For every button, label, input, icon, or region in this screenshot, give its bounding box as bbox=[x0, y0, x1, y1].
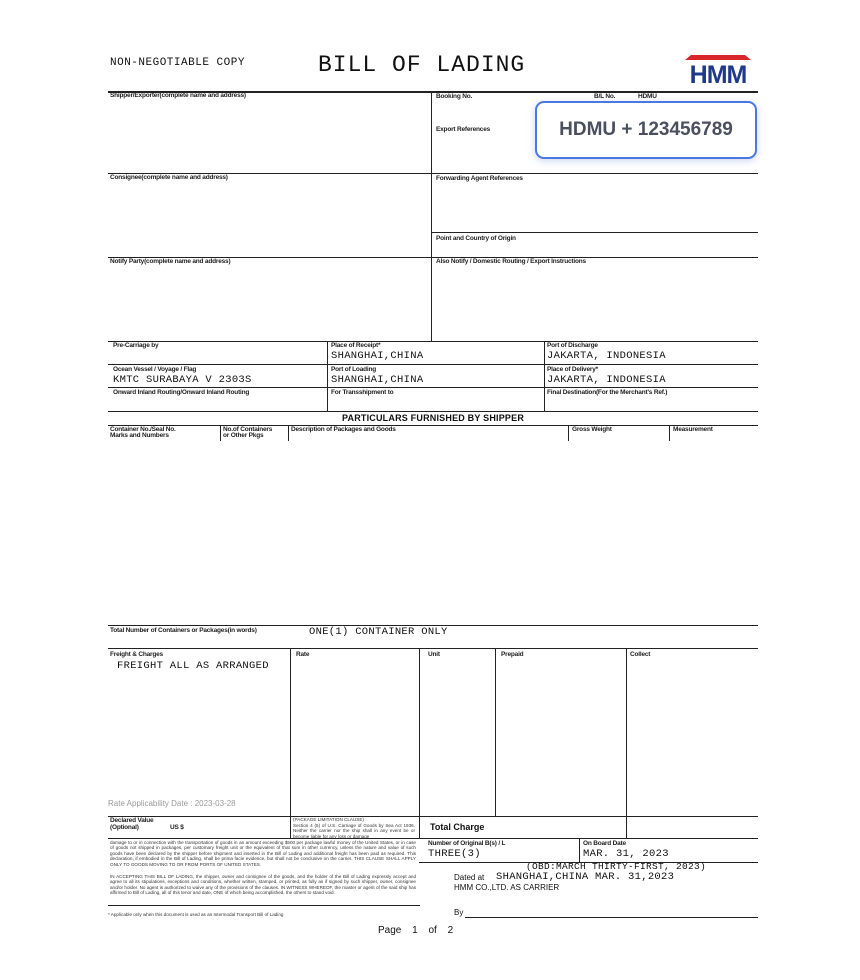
ocean-vessel-value: KMTC SURABAYA V 2303S bbox=[113, 374, 252, 386]
collect-label: Collect bbox=[630, 651, 651, 658]
description-label: Description of Packages and Goods bbox=[291, 426, 396, 433]
carrier-name: HMM CO.,LTD. AS CARRIER bbox=[454, 883, 560, 892]
dated-at-label: Dated at bbox=[454, 873, 485, 882]
hmm-logo-graphic bbox=[681, 54, 755, 86]
no-containers-label: No.of Containers bbox=[223, 426, 273, 433]
on-board-date-label: On Board Date bbox=[583, 840, 626, 847]
measurement-label: Measurement bbox=[673, 426, 713, 433]
final-destination-label: Final Destination(For the Merchant's Ref.) bbox=[547, 389, 668, 396]
hmm-logo bbox=[681, 54, 755, 86]
optional-label: (Optional) bbox=[110, 824, 139, 831]
transshipment-label: For Transshipment to bbox=[331, 389, 394, 396]
prepaid-label: Prepaid bbox=[501, 651, 524, 658]
liability-clause: damage to or in connection with the transportation of goods in an amount exceeding $500 per package lawful money of the United States, or in case of goods not shipped in packages, per customary freight unit or the equivalent of that sum in other currency, unless the nature and value of such goods have been declared by the shipper before shipment and inserted in the Bill of Lading and additional freight has been paid as required. This declaration, if embodied in the Bill of Lading, shall be prima facie evidence, but shall not be conclusive on the carrier. THIS CLAUSE SHALL APPLY ONLY TO GOODS MOVING TO OR FROM PORTS OF UNITED STATES. bbox=[110, 840, 416, 867]
gross-weight-label: Gross Weight bbox=[572, 426, 612, 433]
export-references-label: Export References bbox=[436, 126, 491, 133]
port-of-loading-value: SHANGHAI,CHINA bbox=[331, 374, 424, 386]
bl-no-value: HDMU bbox=[638, 93, 657, 100]
pagination bbox=[378, 925, 453, 936]
ocean-vessel-label: Ocean Vessel / Voyage / Flag bbox=[113, 366, 197, 373]
also-notify-label: Also Notify / Domestic Routing / Export Instructions bbox=[436, 258, 586, 265]
declared-value-label: Declared Value bbox=[110, 817, 154, 824]
freight-charges-label: Freight & Charges bbox=[110, 651, 163, 658]
place-of-receipt-value: SHANGHAI,CHINA bbox=[331, 350, 424, 362]
acceptance-clause: IN ACCEPTING THIS BILL OF LADING, the shipper, owner and consignee of the goods, and the holder of the Bill of Lading expressly accept and agree to all its stipulations, exceptions and conditions, whether written, stamped, or printed, as fully as if signed by such shipper, owner, consignee and/or holder. No agent is authorized to waive any of the provisions of the clauses. IN WITNESS WHEREOF, the master or agent of the said ship has affirmed to Bill of Lading, all of this tenor and date, ONE of which being accomplished, the others to stand void. bbox=[110, 874, 416, 896]
footnote: * Applicable only when this document is used as an Intermodal Transport Bill of Lading bbox=[108, 912, 284, 917]
bl-no-label: B/L No. bbox=[594, 93, 616, 100]
bl-number-callout: HDMU + 123456789 bbox=[535, 101, 757, 159]
page-current: 1 bbox=[412, 925, 418, 936]
package-limitation-text: Section 4 (5) of U.S. Carriage of Goods by Sea Act 1936. Neither the carrier nor the ship shall in any event be or become liable for any loss or damage bbox=[293, 823, 415, 839]
document-title: BILL OF LADING bbox=[318, 52, 526, 78]
shipper-label: Shipper/Exporter(complete name and address) bbox=[110, 92, 246, 99]
place-of-receipt-label: Place of Receipt* bbox=[331, 342, 381, 349]
rate-applicability-date: Rate Applicability Date : 2023-03-28 bbox=[108, 799, 236, 808]
page-label: Page bbox=[378, 925, 402, 936]
num-originals-value: THREE(3) bbox=[428, 848, 481, 860]
place-of-delivery-label: Place of Delivery* bbox=[547, 366, 598, 373]
port-of-loading-label: Port of Loading bbox=[331, 366, 377, 373]
by-label: By bbox=[454, 908, 464, 917]
unit-label: Unit bbox=[428, 651, 440, 658]
num-originals-label: Number of Original B(s) / L bbox=[428, 840, 506, 847]
of-label: of bbox=[428, 925, 437, 936]
package-limitation-heading: (PACKAGE LIMITATION CLAUSE) bbox=[293, 817, 364, 822]
onward-routing-label: Onward Inland Routing/Onward Inland Routing bbox=[113, 389, 250, 396]
freight-value: FREIGHT ALL AS ARRANGED bbox=[117, 660, 269, 672]
container-no-label: Container No./Seal No. bbox=[110, 426, 176, 433]
marks-label: Marks and Numbers bbox=[110, 432, 169, 439]
total-containers-label: Total Number of Containers or Packages(in words) bbox=[110, 627, 257, 634]
port-of-discharge-value: JAKARTA, INDONESIA bbox=[547, 350, 666, 362]
particulars-heading: PARTICULARS FURNISHED BY SHIPPER bbox=[341, 413, 525, 423]
rate-label: Rate bbox=[296, 651, 310, 658]
pre-carriage-label: Pre-Carriage by bbox=[113, 342, 159, 349]
notify-party-label: Notify Party(complete name and address) bbox=[110, 258, 231, 265]
point-of-origin-label: Point and Country of Origin bbox=[436, 235, 516, 242]
booking-no-label: Booking No. bbox=[436, 93, 473, 100]
logo-text: HMM bbox=[689, 61, 747, 86]
place-of-delivery-value: JAKARTA, INDONESIA bbox=[547, 374, 666, 386]
copy-type-label: NON-NEGOTIABLE COPY bbox=[110, 57, 245, 69]
total-containers-value: ONE(1) CONTAINER ONLY bbox=[309, 626, 448, 638]
obd-text: (OBD:MARCH THIRTY-FIRST, 2023) bbox=[526, 861, 707, 872]
consignee-label: Consignee(complete name and address) bbox=[110, 174, 228, 181]
port-of-discharge-label: Port of Discharge bbox=[547, 342, 598, 349]
other-pkgs-label: or Other Pkgs bbox=[223, 432, 264, 439]
page-total: 2 bbox=[447, 925, 454, 936]
currency-label: US $ bbox=[170, 824, 184, 831]
total-charge-label: Total Charge bbox=[430, 822, 485, 832]
dated-at-value: SHANGHAI,CHINA MAR. 31,2023 bbox=[496, 871, 675, 883]
on-board-date-value: MAR. 31, 2023 bbox=[583, 848, 669, 860]
forwarding-agent-label: Forwarding Agent References bbox=[436, 175, 523, 182]
